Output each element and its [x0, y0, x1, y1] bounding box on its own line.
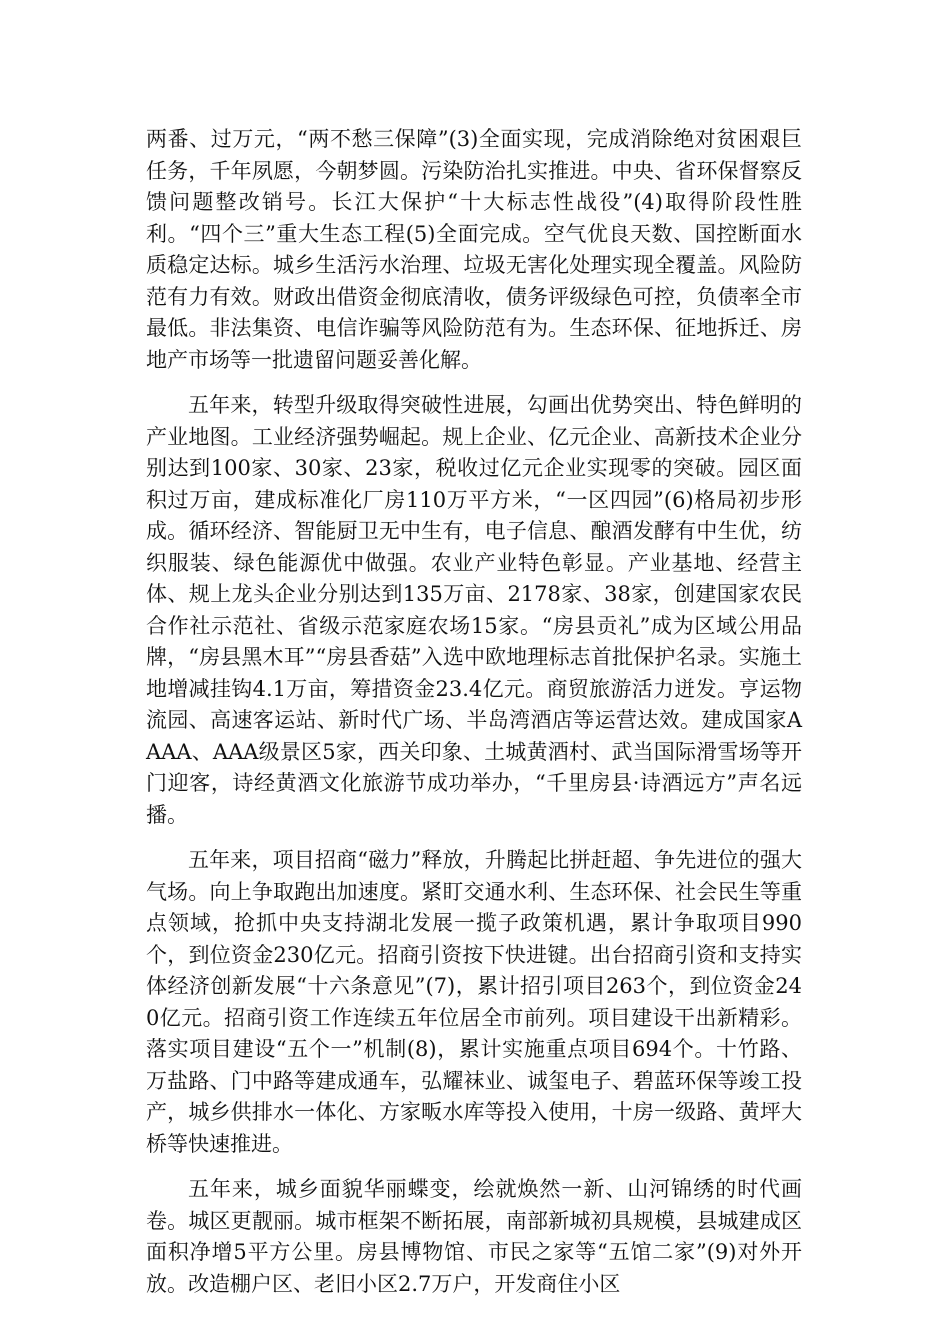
paragraph-continued: 两番、过万元，“两不愁三保障”(3)全面实现，完成消除绝对贫困艰巨任务，千年夙愿，今朝梦圆。污染防治扎实推进。中央、省环保督察反馈问题整改销号。长江大保护“十大标志性战役”(4)取得阶段性胜利。“四个三”重大生态工程(5)全面完成。空气优良天数、国控断面水质稳定达标。城乡生活污水治理、垃圾无害化处理实现全覆盖。风险防范有力有效。财政出借资金彻底清收，债务评级绿色可控，负债率全市最低。非法集资、电信诈骗等风险防范有为。生态环保、征地拆迁、房地产市场等一批遗留问题妥善化解。 [146, 127, 802, 372]
paragraph-investment-projects: 五年来，项目招商“磁力”释放，升腾起比拼赶超、争先进位的强大气场。向上争取跑出加速度。紧盯交通水利、生态环保、社会民生等重点领域，抢抓中央支持湖北发展一揽子政策机遇，累计争取项目990个，到位资金230亿元。招商引资按下快进键。出台招商引资和支持实体经济创新发展“十六条意见”(7)，累计招引项目263个，到位资金240亿元。招商引资工作连续五年位居全市前列。项目建设干出新精彩。落实项目建设“五个一”机制(8)，累计实施重点项目694个。十竹路、万盐路、门中路等建成通车，弘耀袜业、诚玺电子、碧蓝环保等竣工投产，城乡供排水一体化、方家畈水库等投入使用，十房一级路、黄坪大桥等快速推进。 [146, 848, 802, 1156]
paragraph-urban-rural: 五年来，城乡面貌华丽蝶变，绘就焕然一新、山河锦绣的时代画卷。城区更靓丽。城市框架不断拓展，南部新城初具规模，县城建成区面积净增5平方公里。房县博物馆、市民之家等“五馆二家”(9)对外开放。改造棚户区、老旧小区2.7万户，开发商住小区 [146, 1177, 802, 1296]
document-body [146, 124, 802, 1300]
paragraph-industry-upgrade: 五年来，转型升级取得突破性进展，勾画出优势突出、特色鲜明的产业地图。工业经济强势崛起。规上企业、亿元企业、高新技术企业分别达到100家、30家、23家，税收过亿元企业实现零的突破。园区面积过万亩，建成标准化厂房110万平方米，“一区四园”(6)格局初步形成。循环经济、智能厨卫无中生有，电子信息、酿酒发酵有中生优，纺织服装、绿色能源优中做强。农业产业特色彰显。产业基地、经营主体、规上龙头企业分别达到135万亩、2178家、38家，创建国家农民合作社示范社、省级示范家庭农场15家。“房县贡礼”成为区域公用品牌，“房县黑木耳”“房县香菇”入选中欧地理标志首批保护名录。实施土地增减挂钩4.1万亩，筹措资金23.4亿元。商贸旅游活力迸发。亨运物流园、高速客运站、新时代广场、半岛湾酒店等运营达效。建成国家AAAA、AAA级景区5家，西关印象、土城黄酒村、武当国际滑雪场等开门迎客，诗经黄酒文化旅游节成功举办，“千里房县·诗酒远方”声名远播。 [146, 393, 802, 827]
